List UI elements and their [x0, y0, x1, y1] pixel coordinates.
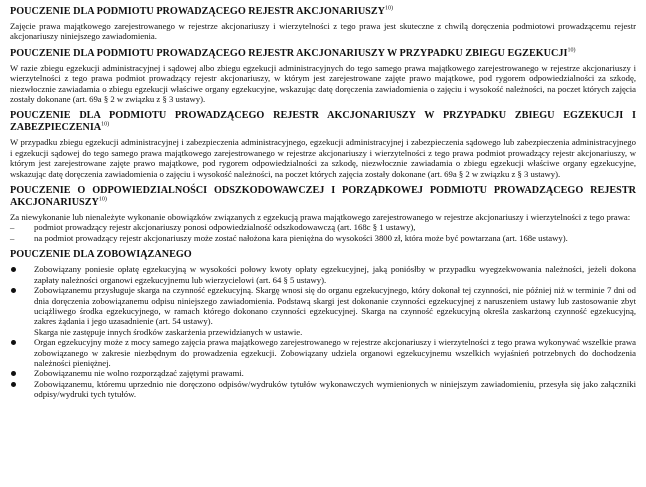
paragraph-liability-intro: Za niewykonanie lub nienależyte wykonanie obowiązków związanych z egzekucją prawa majątkowego zarejestrowanego w rejestrze akcjonariuszy i wierzytelności z tego prawa:: [10, 212, 631, 223]
bullet-icon: [11, 371, 16, 376]
paragraph-seizure-effective: Zajęcie prawa majątkowego zarejestrowanego w rejestrze akcjonariuszy i wierzytelności z tego prawa jest skuteczne z chwilą doręczenia podmiotowi prowadzącemu rejestr akcjonariuszy niniejszego zawiadomienia.: [10, 21, 636, 42]
obligor-list: [10, 264, 636, 399]
obligor-item: Zobowiązanemu nie wolno rozporządzać zajętymi prawami.: [10, 368, 636, 378]
liability-item: – podmiot prowadzący rejestr akcjonariuszy ponosi odpowiedzialność odszkodowawczą (art. 168c § 1 ustawy),: [10, 222, 416, 233]
bullet-icon: [11, 267, 16, 272]
paragraph-enforcement-concurrence: W razie zbiegu egzekucji administracyjnej i sądowej albo zbiegu egzekucji administracyjnych do tego samego prawa majątkowego zarejestrowanego w rejestrze akcjonariuszy i wierzytelności z tego prawa podmiot prowadzący rejestr akcjonariuszy, w którym jest zarejestrowane zajęte prawo majątkowe, pod rygorem odpowiedzialności za szkodę, niezwłocznie zawiadamia o zbiegu egzekucji właściwe organy egzekucyjne, wskazując datę doręczenia zawiadomienia o zajęciu i wysokość należności, na poczet których zajęcia zostały dokonane (art. 69a § 2 w związku z § 3 ustawy).: [10, 62, 636, 105]
bullet-icon: [11, 288, 16, 293]
liability-item: – na podmiot prowadzący rejestr akcjonariuszy może zostać nałożona kara pieniężna do wysokości 3800 zł, która może być powtarzana (art. 168e ustawy).: [10, 232, 568, 243]
paragraph-enforcement-security-concurrence: W przypadku zbiegu egzekucji administracyjnej i zabezpieczenia administracyjnego, egzekucji administracyjnej i zabezpieczenia sądowego lub zabezpieczenia administracyjnego i egzekucji sądowej do tego samego prawa majątkowego zarejestrowanego w rejestrze akcjonariuszy i wierzytelności z tego prawa podmiot prowadzący rejestr akcjonariuszy, w którym jest zarejestrowane zajęte prawo majątkowe, pod rygorem odpowiedzialności za szkodę, niezwłocznie zawiadamia o zbiegu egzekucji właściwe organy egzekucyjne, wskazując datę doręczenia zawiadomienia o zajęciu i wysokość należności, na poczet których zajęcia zostały dokonane (art. 69a § 2 w związku z § 3 ustawy).: [10, 137, 636, 179]
obligor-item: Zobowiązany poniesie opłatę egzekucyjną w wysokości połowy kwoty opłaty egzekucyjnej, jaką poniósłby w przypadku wyegzekwowania należności, jeżeli dokona zapłaty należności organowi egzekucyjnemu lub wierzycielowi (art. 64 § 5 ustawy).: [10, 264, 636, 285]
obligor-note: Skarga nie zastępuje innych środków zaskarżenia przewidzianych w ustawie.: [34, 326, 303, 337]
dash-marker: –: [10, 222, 15, 233]
heading-enforcement-security-concurrence: POUCZENIE DLA PODMIOTU PROWADZĄCEGO REJESTR AKCJONARIUSZY W PRZYPADKU ZBIEGU EGZEKUCJI I ZABEZPIECZENIA$^{10)}$: [10, 110, 636, 134]
heading-shareholder-register: POUCZENIE DLA PODMIOTU PROWADZĄCEGO REJESTR AKCJONARIUSZY$^{10)}$: [10, 5, 393, 17]
obligor-item: Zobowiązanemu przysługuje skarga na czynność egzekucyjną. Skargę wnosi się do organu egzekucyjnego, który dokonał tej czynności, nie później niż w terminie 7 dni od dnia doręczenia zobowiązanemu odpisu niniejszego zawiadomienia. Podstawą skargi jest dokonanie czynności egzekucyjnej z naruszeniem ustawy lub zastosowanie zbyt uciążliwego środka egzekucyjnego, w ramach którego dokonano czynności egzekucyjnej. Skarga na czynność egzekucyjną określa zaskarżoną czynność egzekucyjną, zakres żądania i jego uzasadnienie (art. 54 ustawy). Skarga nie zastępuje innych środków zaskarżenia przewidzianych w ustawie.: [10, 285, 636, 337]
heading-obligor: POUCZENIE DLA ZOBOWIĄZANEGO: [10, 249, 192, 261]
heading-enforcement-concurrence: POUCZENIE DLA PODMIOTU PROWADZĄCEGO REJESTR AKCJONARIUSZY W PRZYPADKU ZBIEGU EGZEKUCJI$^{10)}$: [10, 47, 576, 59]
bullet-icon: [11, 382, 16, 387]
obligor-item: Zobowiązanemu, któremu uprzednio nie doręczono odpisów/wydruków tytułów wykonawczych wymienionych w niniejszym zawiadomieniu, przesyła się jako załączniki odpisy/wydruki tych tytułów.: [10, 379, 636, 400]
dash-marker: –: [10, 232, 15, 243]
heading-liability: POUCZENIE O ODPOWIEDZIALNOŚCI ODSZKODOWAWCZEJ I PORZĄDKOWEJ PODMIOTU PROWADZĄCEGO REJESTR AKCJONARIUSZY$^{10)}$: [10, 185, 636, 209]
obligor-item: Organ egzekucyjny może z mocy samego zajęcia prawa majątkowego zarejestrowanego w rejestrze akcjonariuszy i wierzytelności z tego prawa wykonywać wszelkie prawa zobowiązanego w zakresie niezbędnym do prowadzenia egzekucji. Zobowiązany udziela organowi egzekucyjnemu wszelkich wyjaśnień potrzebnych do dochodzenia należności pieniężnej.: [10, 337, 636, 368]
bullet-icon: [11, 340, 16, 345]
